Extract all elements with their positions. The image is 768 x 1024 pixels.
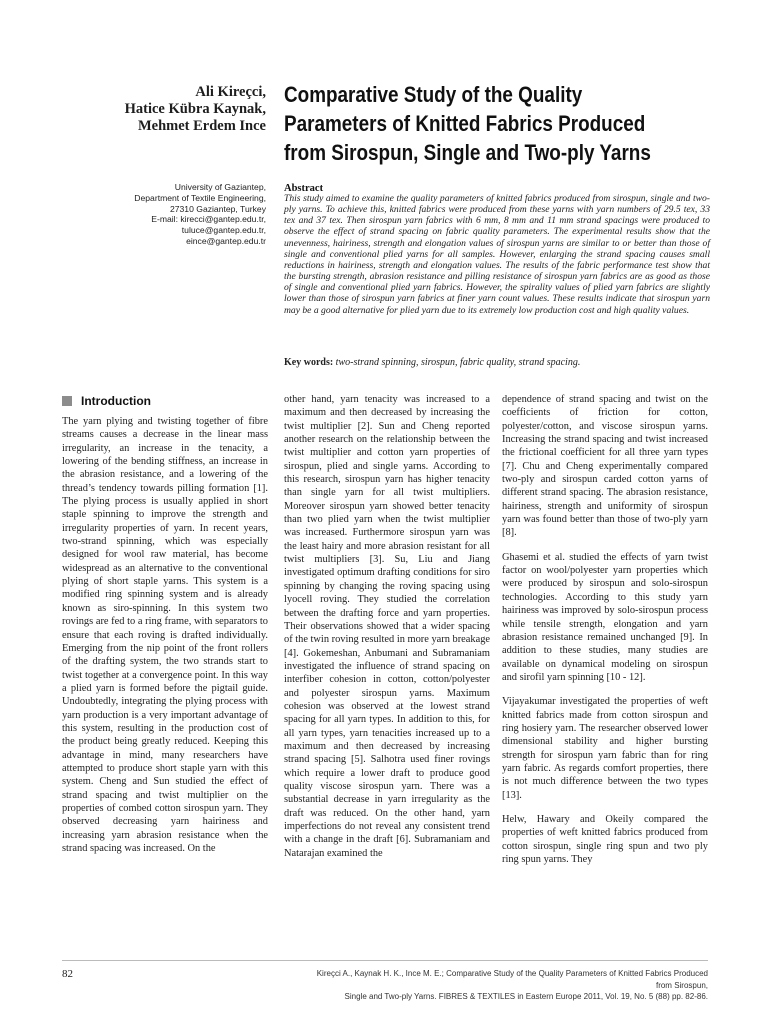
abstract-heading: Abstract [284,183,324,194]
keywords-text: two-strand spinning, sirospun, fabric quality, strand spacing. [335,357,581,368]
author-list [60,84,266,135]
page-number: 82 [62,968,73,980]
citation-line: Single and Two-ply Yarns. FIBRES & TEXTILES in Eastern Europe 2011, Vol. 19, No. 5 (88) pp. 82-86. [344,992,708,1001]
affiliation [80,182,266,247]
keywords [284,357,724,369]
keywords-label: Key words: [284,357,334,368]
affiliation-line: tuluce@gantep.edu.tr, [181,225,266,236]
title-line: Parameters of Knitted Fabrics Produced [284,111,646,136]
article-title [284,80,654,167]
body-paragraph: Ghasemi et al. studied the effects of yarn twist factor on wool/polyester yarn properties which were produced by sirospun and solo-sirospun technologies. According to this study yarn hairiness was improved by solo-sirospun process while tensile strength, elongation and yarn abrasion resistance remained unchanged [9]. In addition to these studies, many studies are available on dynamical modeling on sirospun and sirofil yarn spinning [10 - 12]. [502,551,708,683]
affiliation-line: Department of Textile Engineering, [134,192,266,203]
square-bullet-icon [62,396,72,406]
body-paragraph: The yarn plying and twisting together of fibre streams causes a decrease in the linear mass irregularity, an increase in the tenacity, a lowering of the bending stiffness, an increase in the abrasion resistance, and a lowering of the thread’s tendency towards pilling formation [1]. The plying process is usually applied in short staple spinning to improve the strength and irregularity properties of yarn. In recent years, two-strand spinning, which was especially designed for wool raw material, has become widespread as an alternative to the conventional plying of short staple yarns. This system is a modified ring spinning system and is already known as siro-spinning. In this system two rovings are fed to a ring frame, with separators to ensure that each roving is drafted individually. Emerging from the nip point of the front rollers of the drafting system, the two strands start to twist together at a convergence point. In this way a plied yarn is formed before the pigtail guide. Undoubtedly, integrating the plying process with yarn production is a very important advantage of this system, resulting in the production cost of the product being greatly reduced. Keeping this advantage in mind, many researchers have attempted to produce short staple yarn with this system. Cheng and Sun studied the effect of strand spacing and twist multiplier on the properties of combed cotton sirospun yarn. They observed decreasing yarn hairiness and increasing yarn abrasion resistance when the strand spacing was increased. On the [62,416,268,854]
body-paragraph: other hand, yarn tenacity was increased to a maximum and then decreased by increasing the twist multiplier [2]. Sun and Cheng reported another research on the relationship between the twist multiplier and cotton yarn properties of sirospun, plied and single yarns. According to this research, sirospun yarn has higher tenacity than single yarn for all twist multipliers. Moreover sirospun yarn showed better tenacity than two plied yarn when the twist multiplier was increased. Furthermore sirospun yarn was the least hairy and more abrasion resistant for all twist multipliers [3]. Su, Liu and Jiang investigated optimum drafting conditions for siro spinning by changing the roving spacing using lyocell roving. They studied the correlation between the drafting force and yarn properties. Their observations showed that a wider spacing of the twin roving resulted in more yarn breakage [4]. Gokemeshan, Anbumani and Subramaniam investigated the influence of strand spacing on interfiber cohesion in cotton, cotton/polyester and polyester sirospun yarns. Maximum cohesion was observed at the lowest strand spacing for all yarn types. In addition to this, for all yarn types, yarn tenacities increased up to a maximum and then decreased by increasing strand spacing [5]. Salhotra used finer rovings which require a lower draft to produce good quality viscose sirospun yarn. There was a substantial decrease in yarn irregularity as the draft was reduced. On the other hand, yarn imperfections do not reveal any consistent trend with a change in the draft [6]. Subramaniam and Natarajan examined the [284,394,491,859]
section-heading-text: Introduction [81,394,151,408]
title-line: Comparative Study of the Quality [284,82,583,107]
abstract-text: This study aimed to examine the quality parameters of knitted fabrics produced from sirospun, single and two-ply yarns. To achieve this, knitted fabrics were produced from these yarns with yarn numbers of 29.5 tex, 33 tex and 37 tex. Then sirospun yarn fabrics with 6 mm, 8 mm and 11 mm strand spacings were produced to observe the effect of strand spacing on fabric quality parameters. The experimental results show that the unevenness, hairiness, strength and elongation values of sirospun yarns are similar to or better than those of single and conventional plied yarns for all samples. However, enlarging the strand spacing causes small reductions in hairiness, strength and elongation values. The results of the fabric performance test show that the bursting strength, abrasion resistance and pilling resistance of sirospun yarn fabrics are as good as those of single and conventional plied yarn fabrics. However, the spirality values of plied yarn fabrics are slightly lower than those of sirospun yarn fabrics at finer yarn count values. These results indicate that sirospun yarn may be a good alternative for plied yarn due to its extremely low production cost and high quality values. [284,193,710,316]
body-column-2 [284,393,490,871]
affiliation-line: 27310 Gaziantep, Turkey [169,203,266,214]
citation-footer [300,968,708,1003]
body-paragraph: Helw, Hawary and Okeily compared the properties of weft knitted fabrics produced from cotton sirospun, single ring spun and two ply ring spun yarns. They [502,813,708,865]
affiliation-line: E-mail: kirecci@gantep.edu.tr, [151,214,266,225]
author-name: Ali Kireçci, [195,84,266,100]
author-name: Hatice Kübra Kaynak, [124,101,266,117]
section-heading [62,394,151,408]
citation-line: Kireçci A., Kaynak H. K., Ince M. E.; Comparative Study of the Quality Parameters of Knitted Fabrics Produced from Sirospun, [316,969,708,990]
affiliation-line: University of Gaziantep, [174,182,266,192]
author-name: Mehmet Erdem Ince [137,118,266,134]
body-column-3 [502,393,708,877]
footer-divider [62,960,708,961]
affiliation-line: eince@gantep.edu.tr [186,235,266,246]
body-paragraph: Vijayakumar investigated the properties of weft knitted fabrics made from cotton sirospun and ring hosiery yarn. The researcher observed lower dimensional stability and higher bursting strength for sirospun yarn fabric than for ring yarn fabric. As regards comfort properties, there is not much difference between the two types [13]. [502,696,708,801]
title-line: from Sirospun, Single and Two-ply Yarns [284,140,651,165]
body-column-1 [62,415,268,866]
body-paragraph: dependence of strand spacing and twist on the coefficients of friction for cotton, polyester/cotton, and viscose sirospun yarns. Increasing the strand spacing and twist increased the frictional coefficient for all three yarn types [7]. Chu and Cheng experimentally compared two-ply and sirospun carded cotton yarns of different strand spacing. The abrasion resistance, hairiness, strength and uniformity of sirospun yarn was found better than those of two-ply yarn [8]. [502,394,708,539]
